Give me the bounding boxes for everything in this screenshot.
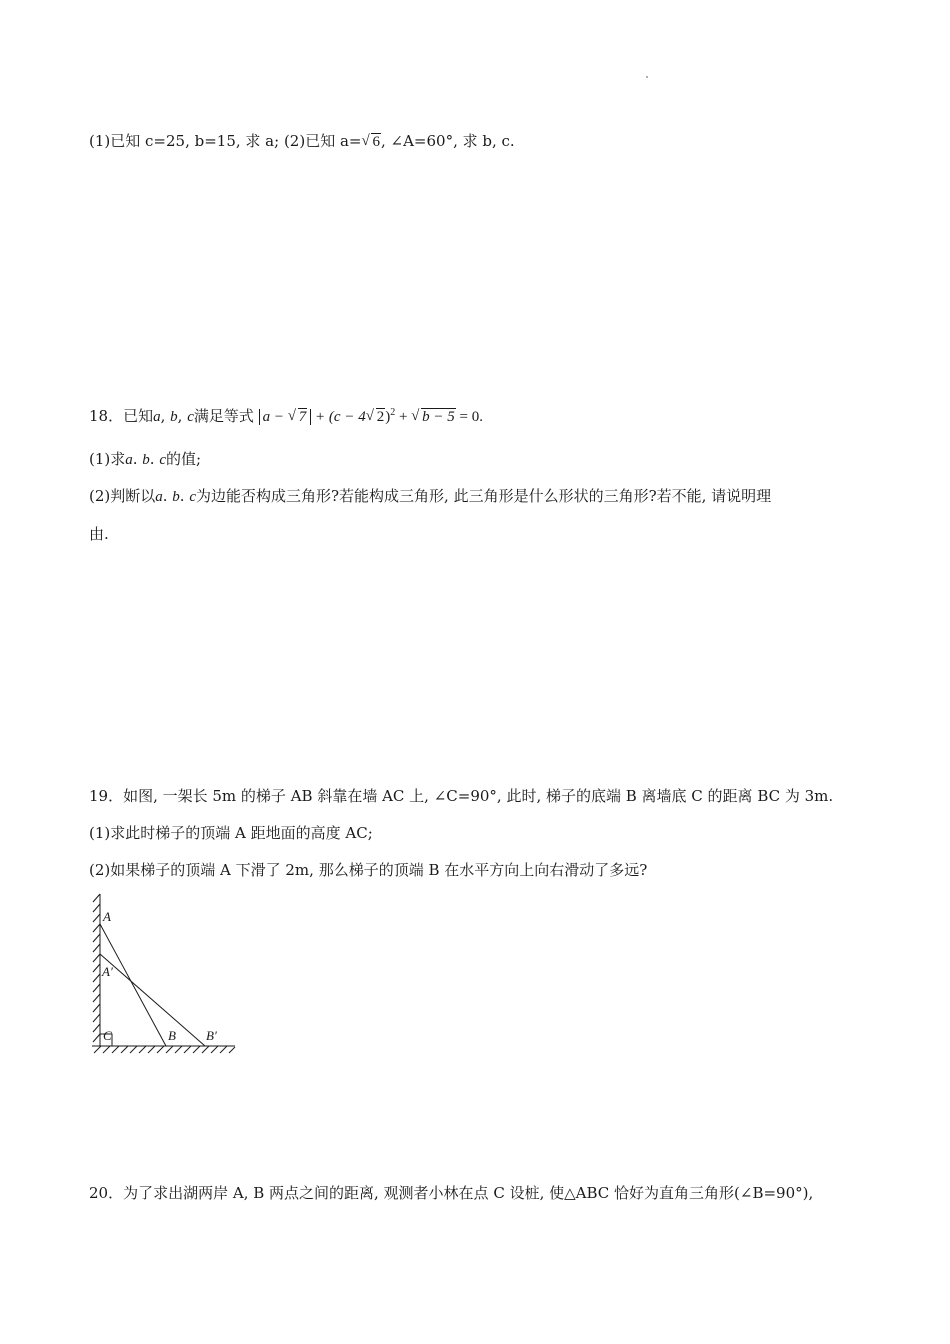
q18-var-b: b <box>170 409 178 425</box>
label-b: B <box>168 1028 176 1043</box>
q18-part1: (1)求a. b. c的值; <box>89 450 202 468</box>
q18-var-a: a <box>153 409 161 425</box>
q18-mid-open: + (c − 4 <box>315 409 366 425</box>
q18-part2-suffix: 为边能否构成三角形?若能构成三角形, 此三角形是什么形状的三角形?若不能, 请说明理 <box>196 487 772 505</box>
q18-sqrt2: √ 2 <box>365 408 385 425</box>
q17-sqrt6: √ 6 <box>361 133 380 150</box>
q18-radicand-7: 7 <box>298 409 307 425</box>
label-b-prime: B′ <box>206 1028 217 1043</box>
q17-part2-suffix: , ∠A=60°, 求 b, c. <box>380 132 515 150</box>
label-a: A <box>103 909 111 924</box>
q18-part2-prefix: (2)判断以 <box>89 487 156 505</box>
ladder-a-prime-b-prime <box>100 954 205 1046</box>
q17-part1: (1)已知 c=25, b=15, 求 a; <box>89 132 280 150</box>
q18-part1-suffix: 的值; <box>166 450 202 468</box>
label-a-prime: A′ <box>102 964 113 979</box>
q18-p2-c: c <box>189 489 197 505</box>
q18-sqrt-b5: √ b − 5 <box>411 408 455 425</box>
wall-hatch <box>93 894 100 1042</box>
q18-stem: 18．已知a, b, c满足等式 a − √ 7 + (c − 4 √ 2)$^2$ + √ b − 5 = 0. <box>89 407 484 425</box>
ladder-figure <box>88 888 238 1062</box>
q18-p1-a: a <box>125 452 133 468</box>
q18-var-c: c <box>187 409 194 425</box>
q18-part1-prefix: (1)求 <box>89 450 126 468</box>
ground-hatch <box>94 1046 235 1053</box>
q18-p2-b: b <box>172 489 180 505</box>
q18-mid-close: ) <box>385 409 391 425</box>
q18-end: . <box>479 409 484 425</box>
q19-part2: (2)如果梯子的顶端 A 下滑了 2m, 那么梯子的顶端 B 在水平方向上向右滑动了多远? <box>89 861 648 879</box>
q18-part2: (2)判断以a. b. c为边能否构成三角形?若能构成三角形, 此三角形是什么形状的三角形?若不能, 请说明理 <box>89 487 772 505</box>
q18-abs-expr <box>259 409 312 425</box>
q18-p1-b: b <box>142 452 150 468</box>
q18-square: 2 <box>390 407 396 418</box>
q18-abs-left: a − <box>262 409 285 425</box>
q18-stem-prefix: 已知 <box>123 407 154 425</box>
q18-p2-a: a <box>155 489 163 505</box>
q18-stem-suffix: 满足等式 <box>193 407 254 425</box>
q18-p1-c: c <box>159 452 167 468</box>
page-mark-dot <box>646 76 648 78</box>
ladder-diagram <box>88 888 238 1058</box>
q20-stem: 20．为了求出湖两岸 A, B 两点之间的距离, 观测者小林在点 C 设桩, 使△ABC 恰好为直角三角形(∠B=90°), <box>89 1184 814 1202</box>
q18-radicand-b5: b − 5 <box>422 409 455 425</box>
q17-radicand: 6 <box>372 134 380 150</box>
q19-stem: 19．如图, 一架长 5m 的梯子 AB 斜靠在墙 AC 上, ∠C=90°, 此时, 梯子的底端 B 离墙底 C 的距离 BC 为 3m. <box>89 787 834 805</box>
q18-number: 18． <box>89 407 124 425</box>
label-c: C <box>103 1028 112 1043</box>
q19-part1: (1)求此时梯子的顶端 A 距地面的高度 AC; <box>89 824 373 842</box>
q18-radicand-2: 2 <box>376 409 385 425</box>
q17-line <box>89 131 515 152</box>
q18-plus: + <box>398 409 408 425</box>
q18-sqrt7: √ 7 <box>287 408 307 425</box>
q18-eq-zero: = 0 <box>459 409 480 425</box>
q18-part2-tail: 由. <box>89 525 109 543</box>
q18-equation <box>259 409 483 425</box>
q17-part2-prefix: (2)已知 a= <box>283 132 362 150</box>
